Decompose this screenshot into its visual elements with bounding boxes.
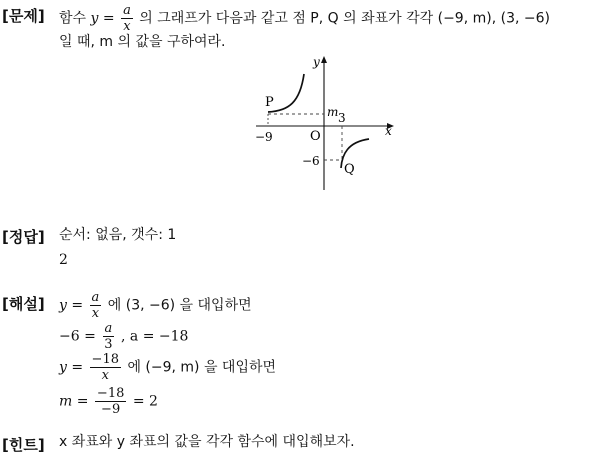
x-axis-label: x <box>385 124 392 138</box>
fraction-denominator: x <box>101 368 109 383</box>
solution-l3-fraction <box>90 353 121 382</box>
solution-line-1 <box>59 291 252 320</box>
solution-l4-fraction <box>95 387 126 416</box>
solution-l3-rest: 에 (−9, m) 을 대입하면 <box>127 359 277 376</box>
problem-condition: 의 그래프가 다음과 같고 점 P, Q 의 좌표가 각각 (−9, m), (3, −6) <box>139 10 550 27</box>
solution-l2-rest: , a = −18 <box>121 328 189 345</box>
hyperbola-graph <box>244 50 404 195</box>
tick-neg9-label: −9 <box>255 130 273 144</box>
fraction-numerator: a <box>91 290 100 305</box>
fraction-denominator: x <box>91 306 100 321</box>
problem-line-2: 일 때, m 의 값을 구하여라. <box>59 34 226 50</box>
hint-tag: [힌트] <box>2 436 45 454</box>
y-axis-label: y <box>313 55 320 69</box>
problem-line-1 <box>59 4 550 33</box>
tick-neg6-label: −6 <box>302 154 320 168</box>
solution-l4-lhs: m = <box>59 393 89 410</box>
fraction-denominator: x <box>123 19 131 34</box>
solution-line-3 <box>59 353 276 382</box>
hint-text: x 좌표와 y 좌표의 값을 각각 함수에 대입해보자. <box>59 434 355 450</box>
fraction-numerator: a <box>123 3 131 18</box>
fraction-numerator: −18 <box>96 386 125 401</box>
solution-l1-fraction <box>90 291 102 320</box>
point-q-label: Q <box>344 162 355 177</box>
problem-fraction <box>121 4 133 33</box>
solution-l1-rest: 에 (3, −6) 을 대입하면 <box>107 297 252 314</box>
tick-3-label: 3 <box>338 111 346 125</box>
point-p-label: P <box>265 95 274 110</box>
solution-tag: [해설] <box>2 295 45 313</box>
y-axis-arrow <box>321 56 327 63</box>
fraction-numerator: a <box>104 321 113 336</box>
solution-line-4 <box>59 387 158 416</box>
solution-l1-lhs: y = <box>59 297 84 314</box>
answer-tag: [정답] <box>2 228 45 246</box>
problem-equation-lhs: y = <box>90 10 115 27</box>
problem-tag: [문제] <box>2 7 45 25</box>
solution-l2-lhs: −6 = <box>59 328 96 345</box>
problem-intro: 함수 <box>59 10 87 27</box>
solution-l4-rest: = 2 <box>132 393 158 410</box>
origin-label: O <box>310 129 321 144</box>
solution-line-2 <box>59 322 188 351</box>
fraction-denominator: 3 <box>104 337 113 352</box>
fraction-numerator: −18 <box>91 352 119 367</box>
fraction-denominator: −9 <box>101 402 121 417</box>
answer-meta: 순서: 없음, 갯수: 1 <box>59 227 177 243</box>
solution-l3-lhs: y = <box>59 359 84 376</box>
solution-l2-fraction <box>102 322 114 351</box>
answer-value: 2 <box>59 252 68 268</box>
tick-m-label: m <box>327 105 339 119</box>
